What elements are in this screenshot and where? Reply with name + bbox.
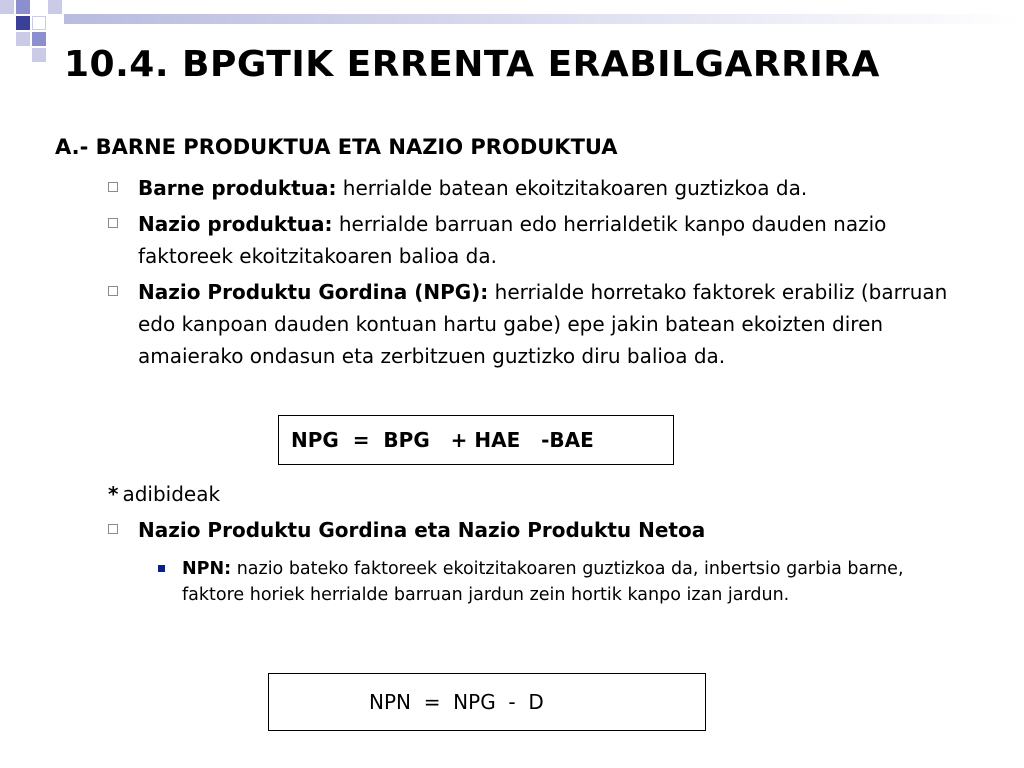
- asterisk: *: [108, 482, 119, 506]
- checkbox-bullet-icon: [108, 182, 118, 192]
- list-item-barne-produktua: [108, 172, 968, 204]
- decor-square-4: [32, 16, 46, 30]
- page-title: 10.4. BPGTIK ERRENTA ERABILGARRIRA: [64, 44, 880, 85]
- decor-square-7: [16, 32, 30, 46]
- checkbox-bullet-icon: [108, 218, 118, 228]
- decor-square-1: [0, 0, 14, 14]
- definition-text: herrialde batean ekoitzitakoaren guztizkoa da.: [336, 176, 808, 200]
- decor-square-8: [32, 48, 46, 62]
- definition-text: nazio bateko faktoreek ekoitzitakoaren guztizkoa da, inbertsio garbia barne, faktore horiek herrialde barruan jardun zein hortik kanpo izan jardun.: [182, 559, 904, 605]
- decor-square-6: [32, 32, 46, 46]
- definition-text: herrialde barruan edo herrialdetik kanpo dauden nazio faktoreek ekoitzitakoaren balioa da.: [138, 212, 887, 268]
- definition-text: herrialde horretako faktorek erabiliz (barruan edo kanpoan dauden kontuan hartu gabe) epe jakin batean ekoizten diren amaierako ondasun eta zerbitzuen guztizko diru balioa da.: [138, 280, 948, 368]
- term-label: Nazio produktua:: [138, 212, 333, 236]
- decor-square-3: [48, 0, 62, 14]
- square-bullet-icon: [158, 565, 165, 572]
- list-item-nazio-produktua: [108, 208, 968, 272]
- sub-item-npn: [158, 556, 958, 636]
- item-heading: Nazio Produktu Gordina eta Nazio Produktu Netoa: [138, 518, 706, 542]
- example-label: [108, 482, 220, 506]
- list-item-npg-npn: [108, 514, 968, 546]
- term-label: NPN:: [182, 559, 232, 579]
- term-label: Nazio Produktu Gordina (NPG):: [138, 280, 489, 304]
- decor-square-2: [16, 0, 30, 14]
- list-item-npg: [108, 276, 968, 404]
- decor-square-5: [16, 16, 30, 30]
- checkbox-bullet-icon: [108, 286, 118, 296]
- section-heading: A.- BARNE PRODUKTUA ETA NAZIO PRODUKTUA: [55, 135, 618, 159]
- formula-npg: NPG = BPG + HAE -BAE: [278, 415, 674, 465]
- term-label: Barne produktua:: [138, 176, 337, 200]
- example-text: adibideak: [122, 482, 221, 506]
- title-gradient-bar: [64, 14, 1024, 24]
- checkbox-bullet-icon: [108, 524, 118, 534]
- formula-npn: NPN = NPG - D: [268, 673, 706, 731]
